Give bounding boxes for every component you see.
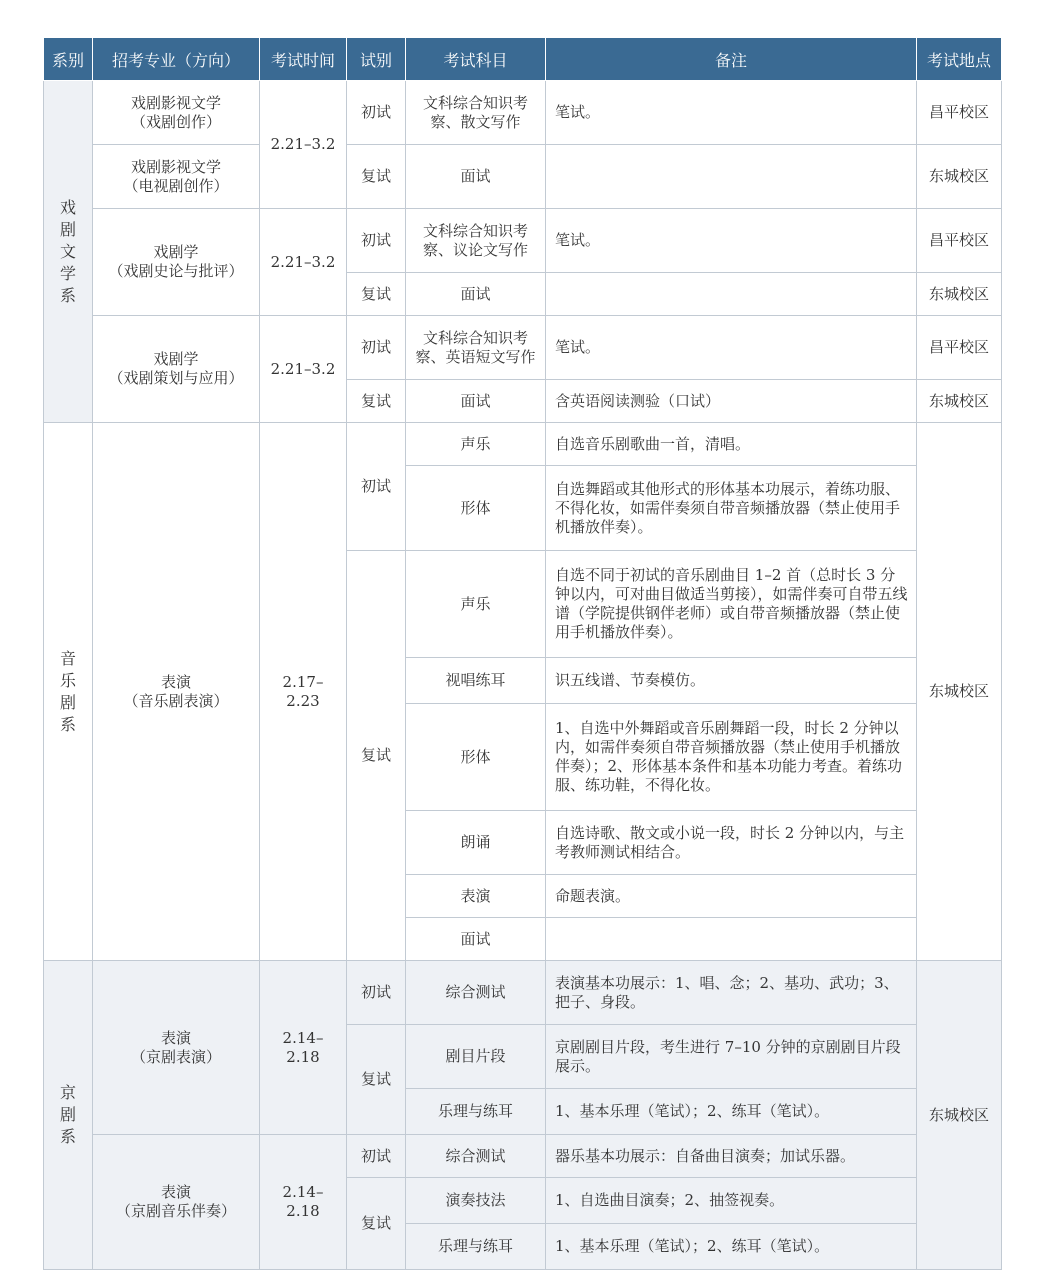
major-cell: 戏剧影视文学 （戏剧创作） xyxy=(93,81,260,145)
note-cell xyxy=(546,273,917,316)
subject-cell: 文科综合知识考 察、英语短文写作 xyxy=(406,316,546,380)
major-cell: 表演 （音乐剧表演） xyxy=(93,423,260,961)
subject-cell: 综合测试 xyxy=(406,961,546,1025)
stage-cell: 复试 xyxy=(347,1025,406,1135)
subject-cell: 声乐 xyxy=(406,423,546,466)
major-cell: 戏剧学 （戏剧策划与应用） xyxy=(93,316,260,423)
note-cell: 含英语阅读测验（口试） xyxy=(546,380,917,423)
location-cell: 昌平校区 xyxy=(917,81,1002,145)
note-cell: 笔试。 xyxy=(546,316,917,380)
major-cell: 表演 （京剧音乐伴奏） xyxy=(93,1135,260,1270)
header-note: 备注 xyxy=(546,38,917,81)
note-cell: 自选舞蹈或其他形式的形体基本功展示，着练功服、不得化妆，如需伴奏须自带音频播放器（禁止使用手机播放伴奏）。 xyxy=(546,466,917,551)
note-cell: 1、基本乐理（笔试）；2、练耳（笔试）。 xyxy=(546,1089,917,1135)
stage-cell: 初试 xyxy=(347,316,406,380)
location-cell: 昌平校区 xyxy=(917,316,1002,380)
note-cell: 1、基本乐理（笔试）；2、练耳（笔试）。 xyxy=(546,1224,917,1270)
location-cell: 东城校区 xyxy=(917,273,1002,316)
exam-schedule-table xyxy=(43,37,1002,1270)
table-row xyxy=(44,209,1002,273)
note-cell xyxy=(546,145,917,209)
dept-cell: 戏剧文学系 xyxy=(44,81,93,423)
table-header-row xyxy=(44,38,1002,81)
time-cell: 2.14–2.18 xyxy=(260,1135,347,1270)
subject-cell: 文科综合知识考 察、散文写作 xyxy=(406,81,546,145)
subject-cell: 乐理与练耳 xyxy=(406,1089,546,1135)
stage-cell: 复试 xyxy=(347,273,406,316)
note-cell: 命题表演。 xyxy=(546,875,917,918)
note-cell: 京剧剧目片段，考生进行 7–10 分钟的京剧剧目片段展示。 xyxy=(546,1025,917,1089)
note-cell xyxy=(546,918,917,961)
location-cell: 昌平校区 xyxy=(917,209,1002,273)
subject-cell: 面试 xyxy=(406,145,546,209)
note-cell: 表演基本功展示：1、唱、念；2、基功、武功；3、把子、身段。 xyxy=(546,961,917,1025)
stage-cell: 初试 xyxy=(347,423,406,551)
subject-cell: 形体 xyxy=(406,466,546,551)
note-cell: 识五线谱、节奏模仿。 xyxy=(546,658,917,704)
subject-cell: 视唱练耳 xyxy=(406,658,546,704)
note-cell: 笔试。 xyxy=(546,209,917,273)
stage-cell: 复试 xyxy=(347,1178,406,1270)
subject-cell: 朗诵 xyxy=(406,811,546,875)
time-cell: 2.14–2.18 xyxy=(260,961,347,1135)
stage-cell: 复试 xyxy=(347,380,406,423)
table-row xyxy=(44,316,1002,380)
subject-cell: 剧目片段 xyxy=(406,1025,546,1089)
header-major: 招考专业（方向） xyxy=(93,38,260,81)
header-location: 考试地点 xyxy=(917,38,1002,81)
note-cell: 1、自选曲目演奏；2、抽签视奏。 xyxy=(546,1178,917,1224)
table-row xyxy=(44,1135,1002,1178)
note-cell: 自选音乐剧歌曲一首，清唱。 xyxy=(546,423,917,466)
stage-cell: 初试 xyxy=(347,81,406,145)
major-cell: 表演 （京剧表演） xyxy=(93,961,260,1135)
header-time: 考试时间 xyxy=(260,38,347,81)
header-subject: 考试科目 xyxy=(406,38,546,81)
time-cell: 2.21–3.2 xyxy=(260,81,347,209)
table-row xyxy=(44,961,1002,1025)
subject-cell: 演奏技法 xyxy=(406,1178,546,1224)
location-cell: 东城校区 xyxy=(917,380,1002,423)
subject-cell: 乐理与练耳 xyxy=(406,1224,546,1270)
stage-cell: 复试 xyxy=(347,551,406,961)
subject-cell: 面试 xyxy=(406,273,546,316)
stage-cell: 初试 xyxy=(347,961,406,1025)
header-stage: 试别 xyxy=(347,38,406,81)
subject-cell: 综合测试 xyxy=(406,1135,546,1178)
subject-cell: 形体 xyxy=(406,704,546,811)
table-row xyxy=(44,81,1002,145)
stage-cell: 复试 xyxy=(347,145,406,209)
stage-cell: 初试 xyxy=(347,209,406,273)
subject-cell: 面试 xyxy=(406,380,546,423)
header-dept: 系别 xyxy=(44,38,93,81)
stage-cell: 初试 xyxy=(347,1135,406,1178)
location-cell: 东城校区 xyxy=(917,423,1002,961)
time-cell: 2.21–3.2 xyxy=(260,316,347,423)
exam-schedule xyxy=(43,37,1001,1270)
subject-cell: 面试 xyxy=(406,918,546,961)
note-cell: 器乐基本功展示：自备曲目演奏；加试乐器。 xyxy=(546,1135,917,1178)
location-cell: 东城校区 xyxy=(917,145,1002,209)
time-cell: 2.21–3.2 xyxy=(260,209,347,316)
note-cell: 笔试。 xyxy=(546,81,917,145)
subject-cell: 表演 xyxy=(406,875,546,918)
note-cell: 1、自选中外舞蹈或音乐剧舞蹈一段，时长 2 分钟以内，如需伴奏须自带音频播放器（禁止使用手机播放伴奏）；2、形体基本条件和基本功能力考查。着练功服、练功鞋，不得化妆。 xyxy=(546,704,917,811)
table-row xyxy=(44,145,1002,209)
location-cell: 东城校区 xyxy=(917,961,1002,1270)
table-row xyxy=(44,423,1002,466)
time-cell: 2.17–2.23 xyxy=(260,423,347,961)
major-cell: 戏剧影视文学 （电视剧创作） xyxy=(93,145,260,209)
dept-cell: 音乐剧系 xyxy=(44,423,93,961)
note-cell: 自选诗歌、散文或小说一段，时长 2 分钟以内，与主考教师测试相结合。 xyxy=(546,811,917,875)
subject-cell: 文科综合知识考 察、议论文写作 xyxy=(406,209,546,273)
major-cell: 戏剧学 （戏剧史论与批评） xyxy=(93,209,260,316)
subject-cell: 声乐 xyxy=(406,551,546,658)
note-cell: 自选不同于初试的音乐剧曲目 1–2 首（总时长 3 分钟以内，可对曲目做适当剪接），如需伴奏可自带五线谱（学院提供钢伴老师）或自带音频播放器（禁止使用手机播放伴奏）。 xyxy=(546,551,917,658)
dept-cell: 京剧系 xyxy=(44,961,93,1270)
